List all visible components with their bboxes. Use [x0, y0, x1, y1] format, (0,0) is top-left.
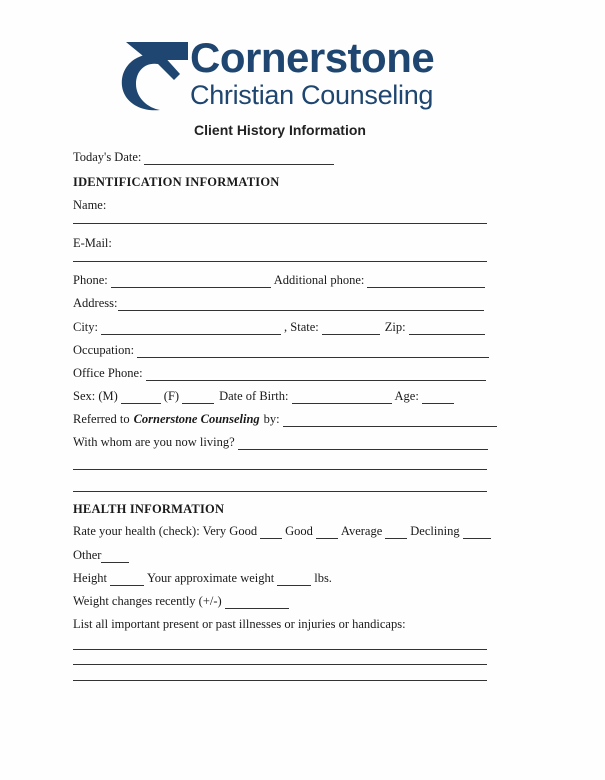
state-label: , State: — [284, 320, 319, 334]
very-good-check[interactable] — [260, 526, 282, 539]
other-row — [73, 548, 132, 563]
declining-check[interactable] — [463, 526, 491, 539]
email-label: E-Mail: — [73, 236, 112, 250]
age-field[interactable] — [422, 391, 454, 404]
referred-emphasis: Cornerstone Counseling — [133, 412, 260, 426]
name-field[interactable] — [73, 223, 487, 224]
good-check[interactable] — [316, 526, 338, 539]
sex-female-label: (F) — [163, 389, 180, 403]
sex-male-field[interactable] — [121, 391, 161, 404]
good-label: Good — [285, 524, 313, 538]
sex-dob-age-row — [73, 389, 457, 404]
age-label: Age: — [394, 389, 419, 403]
phone-field[interactable] — [111, 275, 271, 288]
weight-change-field[interactable] — [225, 596, 289, 609]
zip-label: Zip: — [384, 320, 406, 334]
additional-phone-label: Additional phone: — [273, 273, 365, 287]
declining-label: Declining — [410, 524, 460, 538]
city-row — [73, 320, 488, 335]
brand-logo — [118, 34, 448, 112]
living-with-field[interactable] — [238, 437, 488, 450]
office-phone-row — [73, 366, 489, 381]
name-label: Name: — [73, 198, 107, 212]
referred-prefix: Referred to — [73, 412, 130, 426]
weight-field[interactable] — [277, 573, 311, 586]
living-with-line-2[interactable] — [73, 469, 487, 470]
todays-date-field[interactable] — [144, 152, 334, 165]
address-row — [73, 296, 487, 311]
weight-change-row — [73, 594, 292, 609]
city-label: City: — [73, 320, 99, 334]
email-field[interactable] — [73, 261, 487, 262]
living-with-label: With whom are you now living? — [73, 435, 235, 449]
referred-row — [73, 412, 500, 427]
occupation-row — [73, 343, 492, 358]
other-label: Other — [73, 548, 102, 562]
other-check[interactable] — [101, 550, 129, 563]
illnesses-label: List all important present or past illnesses or injuries or handicaps: — [73, 617, 406, 631]
brand-title: Cornerstone — [190, 34, 435, 81]
additional-phone-field[interactable] — [367, 275, 485, 288]
illnesses-row — [73, 617, 406, 632]
illnesses-line-3[interactable] — [73, 680, 487, 681]
occupation-field[interactable] — [137, 345, 489, 358]
referred-suffix: by: — [263, 412, 280, 426]
illnesses-line-1[interactable] — [73, 649, 487, 650]
lbs-label: lbs. — [314, 571, 332, 585]
zip-field[interactable] — [409, 322, 485, 335]
identification-heading: IDENTIFICATION INFORMATION — [73, 175, 280, 189]
email-row — [73, 236, 112, 251]
height-label: Height — [73, 571, 108, 585]
average-label: Average — [340, 524, 383, 538]
city-field[interactable] — [101, 322, 281, 335]
sex-male-label: Sex: (M) — [73, 389, 118, 403]
sex-female-field[interactable] — [182, 391, 214, 404]
average-check[interactable] — [385, 526, 407, 539]
dob-field[interactable] — [292, 391, 392, 404]
occupation-label: Occupation: — [73, 343, 135, 357]
address-label: Address: — [73, 296, 118, 310]
living-with-line-3[interactable] — [73, 491, 487, 492]
cornerstone-c-logo-icon — [118, 40, 190, 112]
todays-date-label: Today's Date: — [73, 150, 142, 164]
office-phone-field[interactable] — [146, 368, 486, 381]
height-weight-row — [73, 571, 332, 586]
todays-date-row — [73, 150, 337, 165]
rate-health-row — [73, 524, 494, 539]
illnesses-line-2[interactable] — [73, 664, 487, 665]
office-phone-label: Office Phone: — [73, 366, 143, 380]
referred-by-field[interactable] — [283, 414, 497, 427]
document-title: Client History Information — [194, 122, 366, 138]
brand-subtitle: Christian Counseling — [190, 80, 434, 110]
weight-label: Your approximate weight — [147, 571, 275, 585]
phone-row — [73, 273, 488, 288]
state-field[interactable] — [322, 322, 380, 335]
name-row — [73, 198, 106, 213]
weight-change-label: Weight changes recently (+/-) — [73, 594, 222, 608]
living-with-row — [73, 435, 491, 450]
phone-label: Phone: — [73, 273, 108, 287]
dob-label: Date of Birth: — [219, 389, 289, 403]
address-field[interactable] — [118, 298, 484, 311]
rate-health-label: Rate your health (check): Very Good — [73, 524, 258, 538]
health-heading: HEALTH INFORMATION — [73, 502, 225, 516]
height-field[interactable] — [110, 573, 144, 586]
